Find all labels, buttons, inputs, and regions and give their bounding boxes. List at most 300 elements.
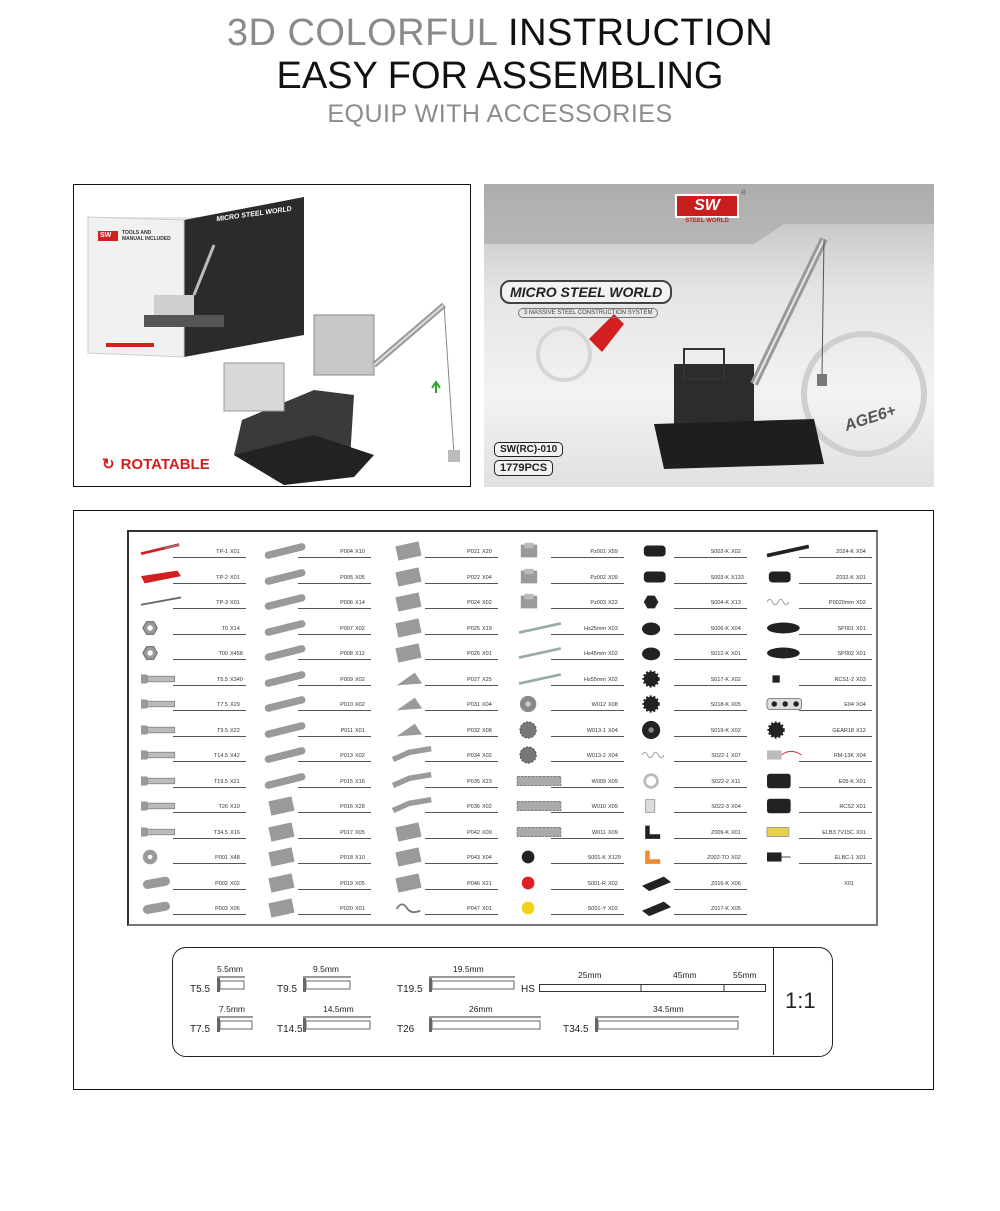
part-item [258,742,383,768]
part-underline [173,634,246,635]
part-underline [425,685,498,686]
part-item [634,895,759,921]
part-code: Z024-K [835,549,854,555]
screw-len-t34-5: 34.5mm [653,1004,684,1014]
part-code: RM-13K [833,753,854,759]
part-code: Hs55mm [583,676,606,683]
part-code: P021 [467,549,480,555]
part-item [258,717,383,743]
part-underline [425,710,498,711]
strip-part-icon [260,541,312,561]
part-underline [799,608,872,609]
part-qty: X01 [482,651,492,657]
part-code: W013-1 [586,727,606,734]
model-number: SW(RC)-010 [494,442,563,457]
part-item [511,564,636,590]
track-part-icon [513,822,565,842]
packaging-front-panel [484,184,934,487]
part-item [634,793,759,819]
part-qty: X09 [608,574,618,581]
part-qty: X01 [731,829,741,836]
track-part-icon [513,771,565,791]
part-item [258,691,383,717]
part-code: T34.5 [213,829,228,836]
part-item [511,870,636,896]
part-code: S018-K [710,702,729,708]
part-underline [551,914,624,915]
part-qty: X340 [230,676,243,683]
screw-label-t7-5: T7.5 [190,1024,211,1035]
part-code: Z016-K [710,880,729,887]
screw-len-t9-5: 9.5mm [313,964,339,974]
screw-len-t7-5: 7.5mm [219,1004,245,1014]
part-code: E04 [844,702,854,708]
part-qty: X25 [482,676,492,683]
part-code: P005 [340,574,353,581]
part-item [258,793,383,819]
part-item [258,819,383,845]
part-underline [173,812,246,813]
part-code: P042 [467,829,480,836]
part-code: P046 [467,880,480,887]
gearwheel-part-icon [513,720,565,740]
part-code: RCS2 [839,804,854,810]
part-code: P007 [340,625,353,632]
parts-list [127,530,878,926]
screw-t7-5-icon [217,1016,257,1034]
parts-column [511,538,636,921]
sw-logo: SW STEEL WORLD ® [675,194,739,232]
part-code: Z009-K [710,829,729,836]
part-code: Hs25mm [583,625,606,632]
part-item [759,768,884,794]
plate-part-icon [260,873,312,893]
part-item [759,691,884,717]
part-qty: X09 [608,778,618,785]
part-underline [799,557,872,558]
part-item [759,895,884,921]
part-code: W013-2 [586,753,606,759]
part-item [133,819,258,845]
part-qty: X01 [856,804,866,810]
bar-part-icon [761,541,813,561]
tri-part-icon [387,720,439,740]
wheel-part-icon [513,694,565,714]
part-qty: X42 [230,753,240,759]
scale-ratio: 1:1 [785,988,816,1013]
part-underline [799,787,872,788]
part-item [511,768,636,794]
spring-part-icon [761,592,813,612]
part-code: S002-K [710,549,729,555]
part-code: P034 [467,753,480,759]
gear-part-icon [761,720,813,740]
gearwheel-part-icon [513,745,565,765]
plate-part-icon [387,822,439,842]
link-part-icon [135,873,187,893]
bent-part-icon [387,796,439,816]
nut-part-icon [135,618,187,638]
part-qty: X21 [230,778,240,785]
plate-part-icon [387,592,439,612]
part-code: Pz001 [590,549,606,555]
part-code: P002 [215,880,228,887]
part-item [258,666,383,692]
part-qty: X01 [482,906,492,912]
part-code: P009 [340,676,353,683]
screw-part-icon [135,796,187,816]
part-underline [551,787,624,788]
part-code: S017-K [710,676,729,683]
part-item [511,538,636,564]
part-item [759,564,884,590]
part-code: W010 [591,804,606,810]
part-code: P047 [467,906,480,912]
part-underline [551,736,624,737]
part-underline [425,557,498,558]
part-qty: X05 [355,880,365,887]
part-qty: X08 [608,702,618,708]
box-brand: SW [100,232,112,239]
part-underline [173,659,246,660]
plate-part-icon [387,643,439,663]
part-item [511,589,636,615]
plate-part-icon [387,873,439,893]
part-code: P017 [340,829,353,836]
part-qty: X16 [230,829,240,836]
part-qty: X12 [856,727,866,734]
plate-part-icon [387,618,439,638]
plate-part-icon [387,847,439,867]
screw-len-t14-5: 14.5mm [323,1004,354,1014]
block-part-icon [636,541,688,561]
part-qty: X04 [731,804,741,810]
cap-part-icon [636,618,688,638]
part-underline [551,634,624,635]
plate-part-icon [387,567,439,587]
part-underline [173,583,246,584]
part-qty: X20 [482,549,492,555]
part-code: T5.5 [216,676,228,683]
part-code: P035 [467,778,480,785]
screw-t5-5-icon [217,976,247,994]
small-part-icon [761,669,813,689]
part-underline [425,889,498,890]
part-underline [425,736,498,737]
part-underline [551,863,624,864]
part-underline [551,812,624,813]
part-qty: X10 [230,804,240,810]
ring-part-icon [636,771,688,791]
part-code: P008 [340,651,353,657]
part-underline [298,736,371,737]
part-qty: X02 [731,676,741,683]
part-item [258,564,383,590]
part-item [634,742,759,768]
part-qty: X23 [482,778,492,785]
scale-ruler-box [172,947,833,1057]
cable-part-icon [761,847,813,867]
screw-t26-icon [429,1016,545,1034]
part-underline [674,863,747,864]
part-item [634,844,759,870]
part-item [258,615,383,641]
part-qty: X01 [856,625,866,632]
part-item [133,768,258,794]
part-underline [298,685,371,686]
part-item [759,742,884,768]
part-code: W009 [591,778,606,785]
screw-len-t5-5: 5.5mm [217,964,243,974]
part-qty: X03 [608,625,618,632]
part-underline [799,838,872,839]
parts-column [133,538,258,921]
part-underline [799,634,872,635]
part-code: SP001 [837,625,854,632]
part-qty: X02 [355,702,365,708]
part-code: P031 [467,702,480,708]
part-qty: X12 [355,651,365,657]
part-qty: X02 [608,651,618,657]
part-underline [551,710,624,711]
part-qty: X04 [482,702,492,708]
part-underline [551,659,624,660]
part-item [385,717,510,743]
part-item [759,819,884,845]
part-item [385,564,510,590]
tread-part-icon [761,643,813,663]
screw-part-icon [135,669,187,689]
strip-part-icon [260,771,312,791]
part-qty: X02 [355,753,365,759]
part-code: T7.5 [216,702,228,708]
part-code: P032 [467,727,480,734]
part-underline [298,710,371,711]
parts-column [258,538,383,921]
part-item [133,870,258,896]
track-part-icon [513,796,565,816]
part-code: S019-K [710,727,729,734]
tri-part-icon [387,669,439,689]
part-item [759,844,884,870]
part-code: S004-K [710,600,729,606]
part-qty: X02 [608,676,618,683]
tool-part-icon [135,541,187,561]
part-code: TP-1 [216,549,228,555]
part-item [759,793,884,819]
part-qty: X05 [355,829,365,836]
screw-label-t14-5: T14.5 [277,1024,303,1035]
bracket-part-icon [513,592,565,612]
part-qty: X01 [731,651,741,657]
part-underline [674,889,747,890]
part-underline [173,761,246,762]
part-qty: X28 [355,804,365,810]
part-underline [298,787,371,788]
part-item [133,589,258,615]
hs-mark-55: 55mm [733,970,757,980]
part-item [258,768,383,794]
screw-label-t5-5: T5.5 [190,984,211,995]
part-code: S001-K [587,855,606,861]
part-underline [298,761,371,762]
strip-part-icon [260,643,312,663]
part-underline [298,914,371,915]
disk-black-part-icon [513,847,565,867]
part-item [759,870,884,896]
part-underline [674,583,747,584]
part-item [511,640,636,666]
part-code: Z017-K [710,906,729,912]
bracket-part-icon [513,541,565,561]
orange-part-icon [636,847,688,867]
parts-column [634,538,759,921]
hook-part-icon [387,898,439,918]
screwdriver-part-icon [135,592,187,612]
part-code: P001 [215,855,228,861]
part-underline [674,914,747,915]
part-underline [425,812,498,813]
part-code: S022-3 [711,804,729,810]
part-underline [551,838,624,839]
part-item [258,538,383,564]
part-qty: X48 [230,855,240,861]
part-underline [551,889,624,890]
screw-t34-5-icon [595,1016,745,1034]
bracket-part-icon [513,567,565,587]
part-item [759,615,884,641]
part-qty: X16 [355,778,365,785]
part-underline [173,863,246,864]
part-item [511,742,636,768]
part-underline [674,838,747,839]
part-qty: X01 [856,574,866,581]
part-item [634,589,759,615]
parts-column [385,538,510,921]
part-qty: X05 [731,906,741,912]
part-item [634,538,759,564]
part-qty: X02 [230,880,240,887]
part-item [385,589,510,615]
part-qty: X04 [856,753,866,759]
part-qty: X01 [856,855,866,861]
screw-label-t26: T26 [397,1024,415,1035]
part-code: P022 [467,574,480,581]
part-code: ELBC-1 [834,855,854,861]
lbracket-part-icon [636,822,688,842]
hs-mark-45: 45mm [673,970,697,980]
part-qty: X458 [230,651,243,657]
part-qty: X10 [355,855,365,861]
plate-part-icon [260,796,312,816]
part-underline [674,659,747,660]
part-underline [674,787,747,788]
part-code: E05-K [838,778,854,785]
part-item [258,895,383,921]
part-code: Hs45mm [583,651,606,657]
part-underline [551,761,624,762]
hs-label: HS [521,984,535,995]
part-code: P004 [340,549,353,555]
tri-part-icon [387,694,439,714]
part-item [385,768,510,794]
part-underline [298,863,371,864]
part-item [385,691,510,717]
rotatable-label: ↻ ROTATABLE [102,455,210,473]
part-code: ELB3.7V15C [822,829,854,836]
module-part-icon [761,771,813,791]
part-code: SP002 [837,651,854,657]
part-code: P043 [467,855,480,861]
part-qty: X01 [355,906,365,912]
part-item [133,640,258,666]
part-underline [298,583,371,584]
part-underline [674,812,747,813]
rod-part-icon [513,643,565,663]
part-item [385,666,510,692]
part-item [634,640,759,666]
part-item [634,768,759,794]
part-item [634,564,759,590]
gear-part-icon [636,669,688,689]
part-item [258,870,383,896]
part-item [511,691,636,717]
part-item [759,589,884,615]
part-code: T00 [218,651,228,657]
plate-part-icon [260,847,312,867]
part-item [634,819,759,845]
part-code: P020 [340,906,353,912]
part-code: P019 [340,880,353,887]
part-code: P016 [340,804,353,810]
part-item [133,717,258,743]
part-item [133,691,258,717]
part-underline [298,838,371,839]
part-qty: X01 [856,778,866,785]
part-item [511,666,636,692]
part-item [133,742,258,768]
part-item [258,589,383,615]
part-underline [799,812,872,813]
part-qty: X11 [731,778,741,785]
part-item [385,870,510,896]
part-underline [173,838,246,839]
parts-column [759,538,884,921]
block-part-icon [761,567,813,587]
part-underline [173,736,246,737]
part-code: T26 [218,804,228,810]
part-underline [298,659,371,660]
part-code: X01 [844,880,854,887]
part-code: P0020mm [828,600,854,606]
part-item [511,844,636,870]
part-underline [551,557,624,558]
part-underline [799,583,872,584]
headline-line2: EASY FOR ASSEMBLING [276,55,724,97]
part-code: S022-2 [711,778,729,785]
part-code: GEAR18 [832,727,854,734]
part-item [133,844,258,870]
part-item [385,844,510,870]
part-underline [551,685,624,686]
part-code: Z032-K [835,574,854,581]
part-code: P024 [467,600,480,606]
screw-len-t19-5: 19.5mm [453,964,484,974]
board-part-icon [761,694,813,714]
part-qty: X01 [230,574,240,581]
part-underline [674,557,747,558]
part-underline [799,659,872,660]
